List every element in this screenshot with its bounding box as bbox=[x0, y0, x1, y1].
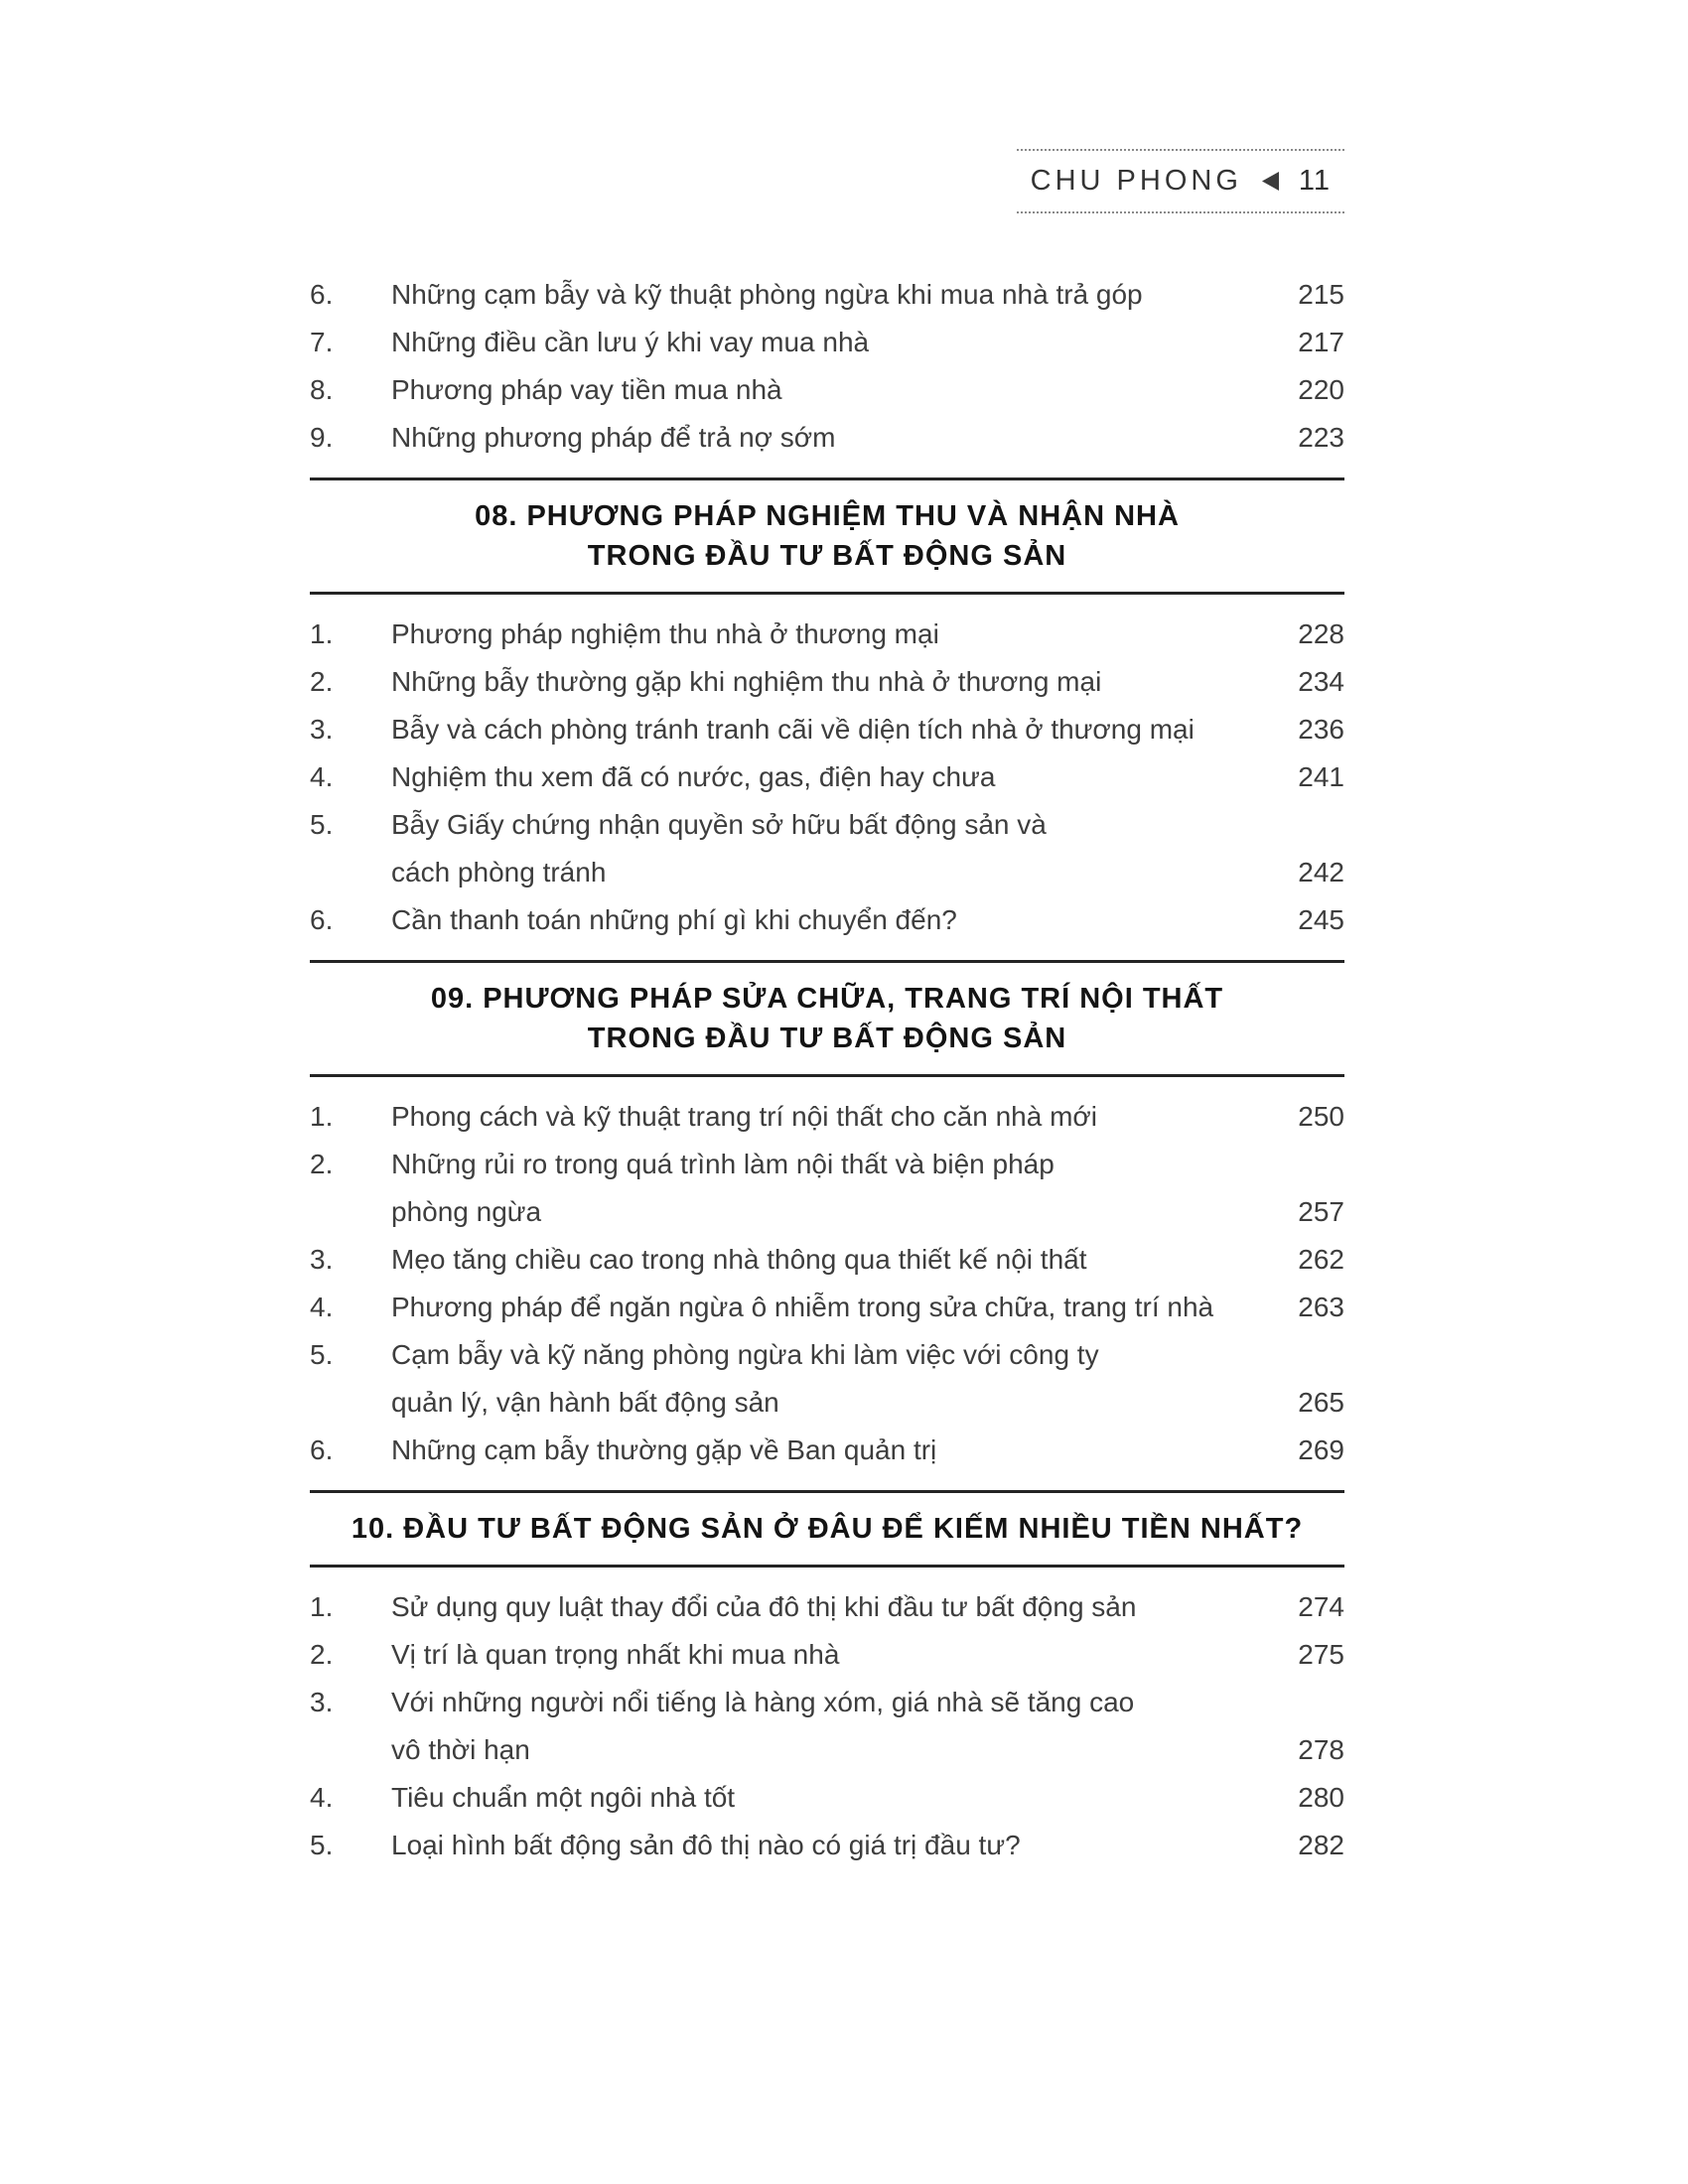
toc-entry bbox=[310, 1679, 1344, 1774]
entry-page-number: 215 bbox=[1298, 279, 1344, 310]
entry-title-line: Nghiệm thu xem đã có nước, gas, điện hay chưa bbox=[391, 761, 996, 792]
section-rule bbox=[310, 1074, 1344, 1077]
entry-title-line: cách phòng tránh bbox=[391, 857, 607, 887]
entry-page-number: 217 bbox=[1298, 327, 1344, 357]
entry-number: 4. bbox=[310, 1292, 334, 1322]
entry-title bbox=[391, 1822, 1281, 1869]
entry-title-line: Phương pháp vay tiền mua nhà bbox=[391, 374, 782, 405]
entry-title bbox=[391, 366, 1281, 414]
toc-entry bbox=[310, 611, 1344, 658]
toc-entry bbox=[310, 319, 1344, 366]
section-rule bbox=[310, 1565, 1344, 1568]
entry-number: 1. bbox=[310, 618, 334, 649]
entry-number: 6. bbox=[310, 1434, 334, 1465]
entry-title bbox=[391, 1141, 1281, 1236]
entry-title-line: Cần thanh toán những phí gì khi chuyển đến? bbox=[391, 904, 957, 935]
entry-page-number: 282 bbox=[1298, 1830, 1344, 1860]
section-rule bbox=[310, 960, 1344, 963]
entry-title-line: Những phương pháp để trả nợ sớm bbox=[391, 422, 836, 453]
section-heading bbox=[310, 1509, 1344, 1549]
section-heading-line: 09. PHƯƠNG PHÁP SỬA CHỮA, TRANG TRÍ NỘI THẤT bbox=[430, 983, 1224, 1015]
entry-number: 3. bbox=[310, 1244, 334, 1275]
entry-title-line: Những bẫy thường gặp khi nghiệm thu nhà ở thương mại bbox=[391, 666, 1102, 697]
entry-title bbox=[391, 319, 1281, 366]
toc-entry bbox=[310, 801, 1344, 896]
entry-title bbox=[391, 1236, 1281, 1284]
entry-title-line: Bẫy và cách phòng tránh tranh cãi về diện tích nhà ở thương mại bbox=[391, 714, 1195, 745]
entry-title bbox=[391, 706, 1281, 753]
toc-entry bbox=[310, 1331, 1344, 1427]
entry-number: 4. bbox=[310, 761, 334, 792]
section-heading-line: 10. ĐẦU TƯ BẤT ĐỘNG SẢN Ở ĐÂU ĐỂ KIẾM NHIỀU TIỀN NHẤT? bbox=[351, 1513, 1304, 1545]
entry-title bbox=[391, 1631, 1281, 1679]
entry-number: 6. bbox=[310, 279, 334, 310]
entry-title bbox=[391, 658, 1281, 706]
section-rule bbox=[310, 592, 1344, 595]
toc-entry bbox=[310, 1631, 1344, 1679]
entry-title-line: Phương pháp để ngăn ngừa ô nhiễm trong sửa chữa, trang trí nhà bbox=[391, 1292, 1214, 1322]
entry-title-line: Tiêu chuẩn một ngôi nhà tốt bbox=[391, 1782, 736, 1813]
author-name: CHU PHONG bbox=[1030, 165, 1242, 197]
toc-entry bbox=[310, 753, 1344, 801]
entry-page-number: 275 bbox=[1298, 1639, 1344, 1670]
entry-page-number: 242 bbox=[1298, 857, 1344, 887]
entry-title-line: Những cạm bẫy và kỹ thuật phòng ngừa khi mua nhà trả góp bbox=[391, 279, 1143, 310]
entry-number: 3. bbox=[310, 1687, 334, 1717]
section-heading-line: TRONG ĐẦU TƯ BẤT ĐỘNG SẢN bbox=[587, 540, 1067, 572]
entry-page-number: 265 bbox=[1298, 1387, 1344, 1418]
entry-number: 8. bbox=[310, 374, 334, 405]
entry-number: 7. bbox=[310, 327, 334, 357]
header-box bbox=[1017, 149, 1344, 213]
entry-page-number: 236 bbox=[1298, 714, 1344, 745]
entry-title-line: phòng ngừa bbox=[391, 1196, 542, 1227]
entry-number: 5. bbox=[310, 1830, 334, 1860]
entry-page-number: 274 bbox=[1298, 1591, 1344, 1622]
toc-entry bbox=[310, 1236, 1344, 1284]
entry-title-line: Với những người nổi tiếng là hàng xóm, giá nhà sẽ tăng cao bbox=[391, 1687, 1135, 1717]
entry-title-line: Mẹo tăng chiều cao trong nhà thông qua thiết kế nội thất bbox=[391, 1244, 1087, 1275]
toc-entry bbox=[310, 706, 1344, 753]
entry-title-line: Loại hình bất động sản đô thị nào có giá trị đầu tư? bbox=[391, 1830, 1021, 1860]
entry-title-line: Những cạm bẫy thường gặp về Ban quản trị bbox=[391, 1434, 937, 1465]
entry-page-number: 280 bbox=[1298, 1782, 1344, 1813]
entry-number: 2. bbox=[310, 1639, 334, 1670]
entry-title bbox=[391, 1583, 1281, 1631]
toc-entry bbox=[310, 1093, 1344, 1141]
entry-title bbox=[391, 271, 1281, 319]
toc-entry bbox=[310, 414, 1344, 462]
entry-page-number: 269 bbox=[1298, 1434, 1344, 1465]
entry-page-number: 257 bbox=[1298, 1196, 1344, 1227]
entry-title bbox=[391, 1331, 1281, 1427]
toc-entry bbox=[310, 271, 1344, 319]
toc-entry bbox=[310, 1583, 1344, 1631]
running-header bbox=[310, 149, 1344, 213]
entry-number: 3. bbox=[310, 714, 334, 745]
entry-number: 5. bbox=[310, 809, 334, 840]
entry-title bbox=[391, 753, 1281, 801]
section-heading bbox=[310, 496, 1344, 576]
entry-page-number: 250 bbox=[1298, 1101, 1344, 1132]
entry-title bbox=[391, 1774, 1281, 1822]
entry-title-line: Bẫy Giấy chứng nhận quyền sở hữu bất động sản và bbox=[391, 809, 1047, 840]
entry-number: 1. bbox=[310, 1591, 334, 1622]
entry-title bbox=[391, 896, 1281, 944]
entry-page-number: 278 bbox=[1298, 1734, 1344, 1765]
entry-page-number: 245 bbox=[1298, 904, 1344, 935]
entry-title bbox=[391, 801, 1281, 896]
entry-title-line: Những điều cần lưu ý khi vay mua nhà bbox=[391, 327, 870, 357]
entry-page-number: 262 bbox=[1298, 1244, 1344, 1275]
toc-entry bbox=[310, 1774, 1344, 1822]
section-heading bbox=[310, 979, 1344, 1058]
entry-title bbox=[391, 1427, 1281, 1474]
entry-title-line: vô thời hạn bbox=[391, 1734, 530, 1765]
entry-page-number: 223 bbox=[1298, 422, 1344, 453]
entry-title-line: quản lý, vận hành bất động sản bbox=[391, 1387, 779, 1418]
toc-entry bbox=[310, 896, 1344, 944]
left-triangle-icon bbox=[1262, 172, 1279, 191]
entry-title bbox=[391, 1284, 1281, 1331]
entry-number: 6. bbox=[310, 904, 334, 935]
header-page-number: 11 bbox=[1298, 165, 1331, 197]
entry-number: 5. bbox=[310, 1339, 334, 1370]
entry-title bbox=[391, 611, 1281, 658]
entry-number: 4. bbox=[310, 1782, 334, 1813]
entry-number: 2. bbox=[310, 1149, 334, 1179]
entry-title-line: Những rủi ro trong quá trình làm nội thất và biện pháp bbox=[391, 1149, 1055, 1179]
toc-entry bbox=[310, 366, 1344, 414]
entry-number: 9. bbox=[310, 422, 334, 453]
entry-number: 2. bbox=[310, 666, 334, 697]
entry-page-number: 241 bbox=[1298, 761, 1344, 792]
toc-entry bbox=[310, 1427, 1344, 1474]
entry-title-line: Cạm bẫy và kỹ năng phòng ngừa khi làm việc với công ty bbox=[391, 1339, 1099, 1370]
toc-entry bbox=[310, 658, 1344, 706]
entry-page-number: 228 bbox=[1298, 618, 1344, 649]
entry-page-number: 234 bbox=[1298, 666, 1344, 697]
toc-entry bbox=[310, 1284, 1344, 1331]
entry-title bbox=[391, 414, 1281, 462]
entry-title bbox=[391, 1679, 1281, 1774]
section-heading-line: 08. PHƯƠNG PHÁP NGHIỆM THU VÀ NHẬN NHÀ bbox=[475, 500, 1180, 532]
entry-page-number: 263 bbox=[1298, 1292, 1344, 1322]
toc bbox=[310, 271, 1344, 1869]
section-rule bbox=[310, 478, 1344, 480]
entry-number: 1. bbox=[310, 1101, 334, 1132]
section-rule bbox=[310, 1490, 1344, 1493]
entry-title bbox=[391, 1093, 1281, 1141]
entry-title-line: Sử dụng quy luật thay đổi của đô thị khi đầu tư bất động sản bbox=[391, 1591, 1137, 1622]
entry-title-line: Vị trí là quan trọng nhất khi mua nhà bbox=[391, 1639, 840, 1670]
entry-title-line: Phương pháp nghiệm thu nhà ở thương mại bbox=[391, 618, 939, 649]
section-heading-line: TRONG ĐẦU TƯ BẤT ĐỘNG SẢN bbox=[587, 1023, 1067, 1054]
entry-page-number: 220 bbox=[1298, 374, 1344, 405]
entry-title-line: Phong cách và kỹ thuật trang trí nội thất cho căn nhà mới bbox=[391, 1101, 1097, 1132]
toc-entry bbox=[310, 1141, 1344, 1236]
toc-entry bbox=[310, 1822, 1344, 1869]
